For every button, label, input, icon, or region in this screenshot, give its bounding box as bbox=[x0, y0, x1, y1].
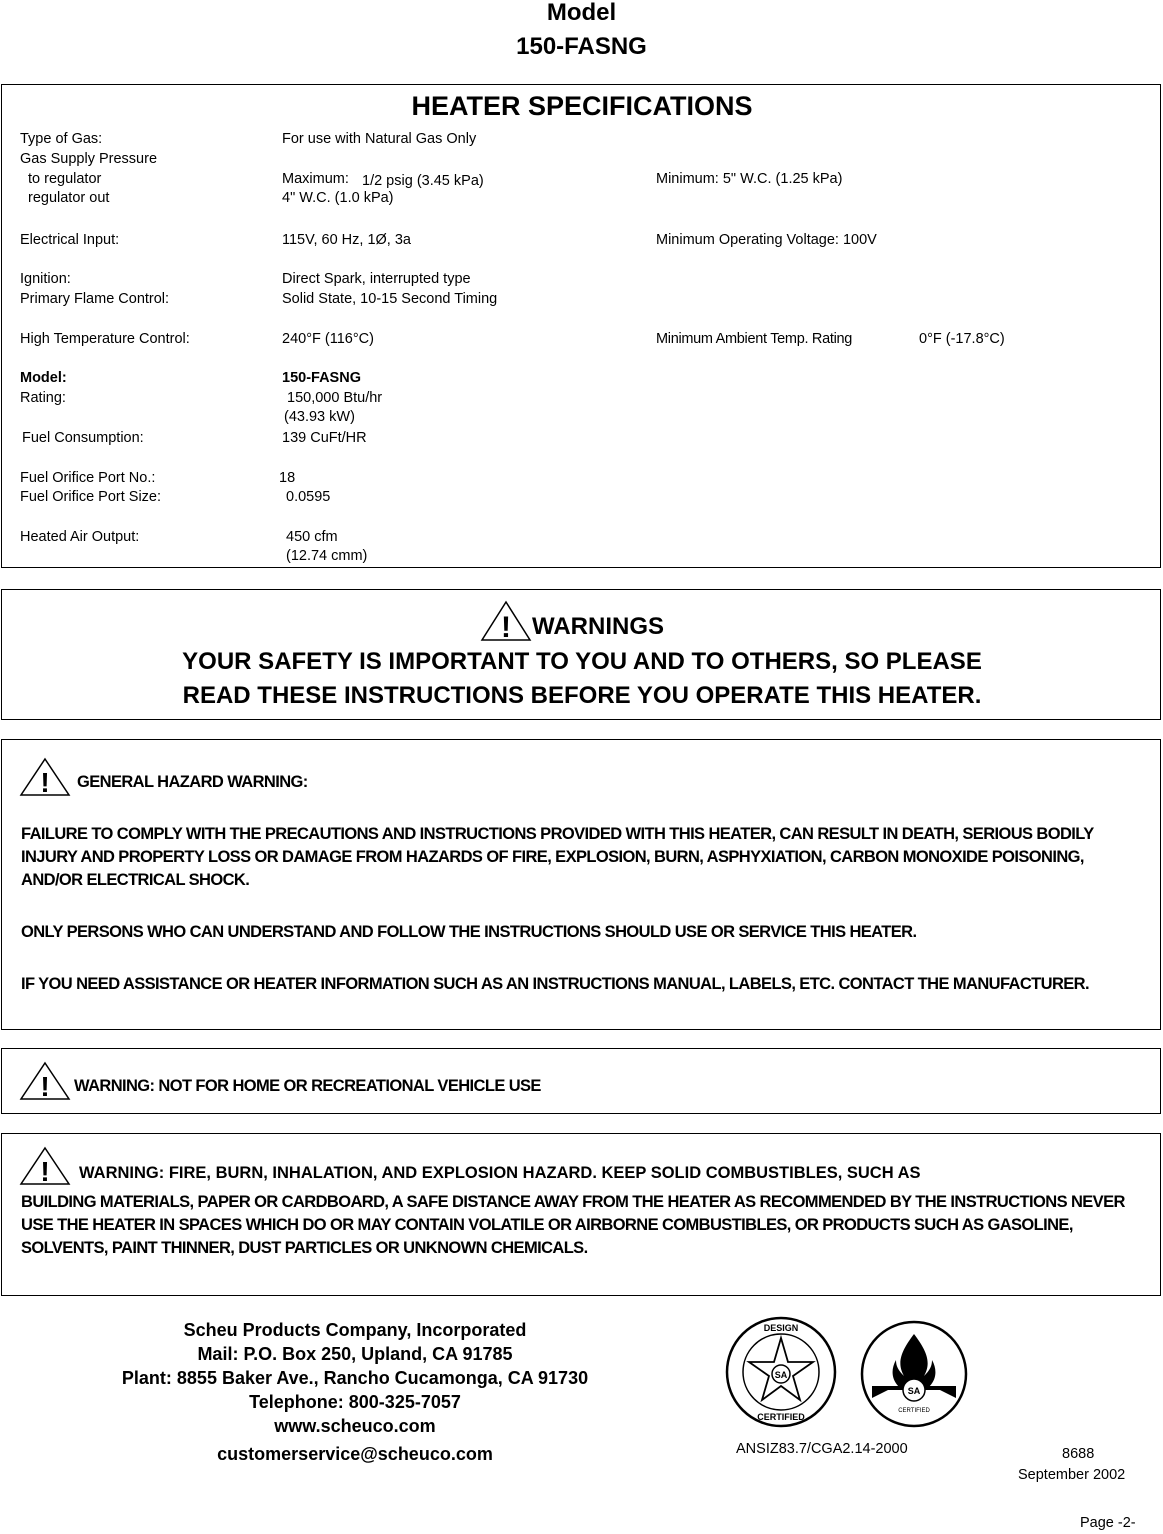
fire-hazard-warning-text: BUILDING MATERIALS, PAPER OR CARDBOARD, A SAFE DISTANCE AWAY FROM THE HEATER AS RECOMMENDED BY THE INSTRUCTIONS NEVER USE THE HEATER IN SPACES WHICH DO OR MAY CONTAIN VOLATILE OR AIRBORNE COMBUSTIBLES, OR PRODUCTS SUCH AS GASOLINE, SOLVENTS, PAINT THINNER, DUST PARTICLES OR UNKNOWN CHEMICALS. bbox=[21, 1193, 1125, 1257]
heated-air-cmm: (12.74 cmm) bbox=[286, 548, 368, 564]
svg-text:!: ! bbox=[40, 1071, 50, 1101]
regulator-out-label: regulator out bbox=[28, 190, 110, 206]
warning-triangle-icon bbox=[19, 757, 71, 797]
rating-value-kw: (43.93 kW) bbox=[284, 409, 355, 425]
ignition-label: Ignition: bbox=[20, 271, 71, 287]
svg-text:!: ! bbox=[40, 767, 50, 797]
general-hazard-paragraph-3: IF YOU NEED ASSISTANCE OR HEATER INFORMATION SUCH AS AN INSTRUCTIONS MANUAL, LABELS, ETC. CONTACT THE MANUFACTURER. bbox=[21, 975, 1089, 993]
general-hazard-box bbox=[1, 739, 1161, 1030]
model-value: 150-FASNG bbox=[282, 370, 361, 386]
type-gas-label: Type of Gas: bbox=[20, 131, 103, 147]
document-number: 8688 bbox=[1062, 1446, 1095, 1462]
heated-air-label: Heated Air Output: bbox=[20, 529, 140, 545]
company-name: Scheu Products Company, Incorporated bbox=[183, 1320, 527, 1340]
company-phone: Telephone: 800-325-7057 bbox=[249, 1392, 461, 1412]
model-heading: Model bbox=[546, 0, 617, 26]
primary-flame-value: Solid State, 10-15 Second Timing bbox=[282, 291, 498, 307]
seal-top-text: DESIGN bbox=[763, 1323, 799, 1333]
warnings-title: WARNINGS bbox=[532, 613, 664, 640]
min-ambient-label: Minimum Ambient Temp. Rating bbox=[656, 331, 853, 347]
model-label: Model: bbox=[20, 370, 67, 386]
seal-bottom-text: CERTIFIED bbox=[757, 1412, 805, 1422]
orifice-no-label: Fuel Orifice Port No.: bbox=[20, 470, 156, 486]
warnings-line-2: READ THESE INSTRUCTIONS BEFORE YOU OPERATE THIS HEATER. bbox=[182, 682, 982, 709]
design-certified-seal-icon bbox=[725, 1316, 837, 1428]
gas-supply-label: Gas Supply Pressure bbox=[20, 151, 158, 167]
seal-mark-text: SA bbox=[774, 1370, 788, 1380]
fuel-consumption-label: Fuel Consumption: bbox=[22, 430, 144, 446]
specifications-title: HEATER SPECIFICATIONS bbox=[411, 91, 753, 121]
company-plant: Plant: 8855 Baker Ave., Rancho Cucamonga, CA 91730 bbox=[121, 1368, 589, 1388]
to-regulator-label: to regulator bbox=[28, 171, 102, 187]
fuel-consumption-value: 139 CuFt/HR bbox=[282, 430, 367, 446]
type-gas-value: For use with Natural Gas Only bbox=[282, 131, 477, 147]
min-voltage: Minimum Operating Voltage: 100V bbox=[656, 232, 877, 248]
orifice-size-label: Fuel Orifice Port Size: bbox=[20, 489, 162, 505]
fire-hazard-warning-first-line: WARNING: FIRE, BURN, INHALATION, AND EXPLOSION HAZARD. KEEP SOLID COMBUSTIBLES, SUCH AS bbox=[79, 1164, 921, 1182]
min-ambient-value: 0°F (-17.8°C) bbox=[919, 331, 1005, 347]
ignition-value: Direct Spark, interrupted type bbox=[282, 271, 471, 287]
to-regulator-max-label: Maximum: bbox=[282, 171, 349, 187]
svg-text:!: ! bbox=[501, 611, 511, 642]
home-use-warning-box bbox=[1, 1048, 1161, 1114]
general-hazard-heading: GENERAL HAZARD WARNING: bbox=[77, 773, 308, 791]
standard-reference: ANSIZ83.7/CGA2.14-2000 bbox=[736, 1441, 908, 1457]
home-use-warning-text: WARNING: NOT FOR HOME OR RECREATIONAL VEHICLE USE bbox=[74, 1077, 541, 1095]
regulator-out-value: 4" W.C. (1.0 kPa) bbox=[282, 190, 394, 206]
high-temp-value: 240°F (116°C) bbox=[282, 331, 374, 347]
seal-mark-text: SA bbox=[907, 1386, 921, 1396]
general-hazard-paragraph-1: FAILURE TO COMPLY WITH THE PRECAUTIONS AND INSTRUCTIONS PROVIDED WITH THIS HEATER, CAN RESULT IN DEATH, SERIOUS BODILY INJURY AND PROPERTY LOSS OR DAMAGE FROM HAZARDS OF FIRE, EXPLOSION, BURN, ASPHYXIATION, CARBON MONOXIDE POISONING, AND/OR ELECTRICAL SHOCK. bbox=[21, 825, 1094, 889]
warning-triangle-icon bbox=[19, 1061, 71, 1101]
general-hazard-paragraph-2: ONLY PERSONS WHO CAN UNDERSTAND AND FOLLOW THE INSTRUCTIONS SHOULD USE OR SERVICE THIS HEATER. bbox=[21, 923, 917, 941]
fire-hazard-warning-box bbox=[1, 1133, 1161, 1296]
warnings-box bbox=[1, 589, 1161, 720]
electrical-label: Electrical Input: bbox=[20, 232, 120, 248]
warning-triangle-icon bbox=[19, 1146, 71, 1186]
rating-label: Rating: bbox=[20, 390, 66, 406]
certified-flame-seal-icon bbox=[860, 1320, 968, 1428]
orifice-no-value: 18 bbox=[279, 470, 296, 486]
warning-triangle-icon bbox=[480, 600, 532, 642]
warnings-line-1: YOUR SAFETY IS IMPORTANT TO YOU AND TO OTHERS, SO PLEASE bbox=[182, 648, 982, 675]
orifice-size-value: 0.0595 bbox=[286, 489, 331, 505]
company-website[interactable]: www.scheuco.com bbox=[274, 1416, 436, 1436]
rating-value-btu: 150,000 Btu/hr bbox=[287, 390, 383, 406]
page-number: Page -2- bbox=[1080, 1515, 1136, 1531]
to-regulator-max-value: 1/2 psig (3.45 kPa) bbox=[362, 173, 484, 189]
company-email[interactable]: customerservice@scheuco.com bbox=[217, 1444, 493, 1464]
electrical-value: 115V, 60 Hz, 1Ø, 3a bbox=[282, 232, 411, 248]
to-regulator-min: Minimum: 5" W.C. (1.25 kPa) bbox=[656, 171, 843, 187]
specifications-box bbox=[1, 84, 1161, 568]
primary-flame-label: Primary Flame Control: bbox=[20, 291, 170, 307]
high-temp-label: High Temperature Control: bbox=[20, 331, 190, 347]
heated-air-cfm: 450 cfm bbox=[286, 529, 338, 545]
svg-text:!: ! bbox=[40, 1156, 50, 1186]
company-info bbox=[30, 1318, 680, 1466]
seal-bottom-text: CERTIFIED bbox=[898, 1408, 930, 1414]
company-mail: Mail: P.O. Box 250, Upland, CA 91785 bbox=[197, 1344, 513, 1364]
document-date: September 2002 bbox=[1018, 1467, 1126, 1483]
model-number-heading: 150-FASNG bbox=[516, 33, 647, 60]
